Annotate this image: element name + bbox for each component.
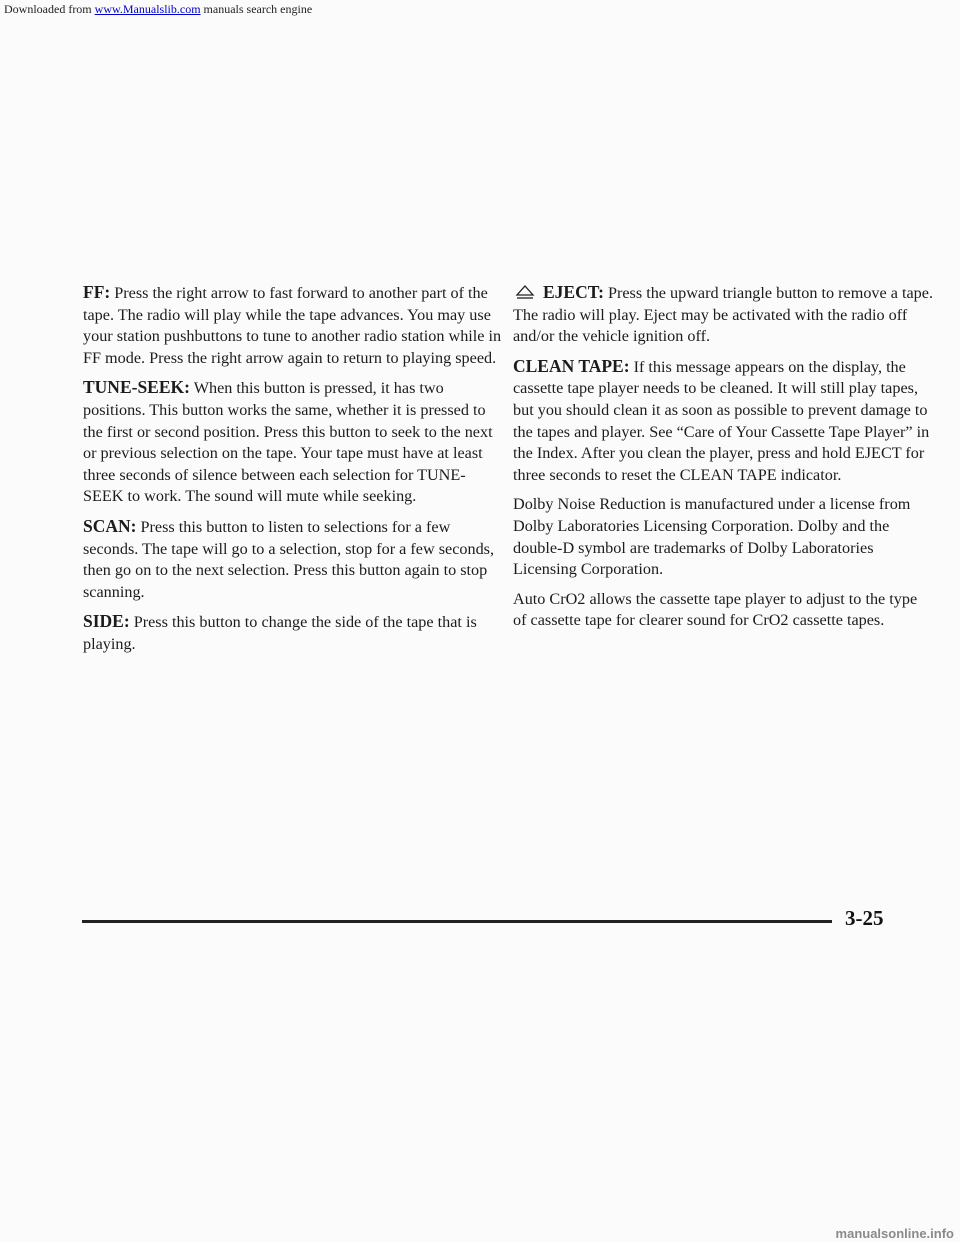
dolby-paragraph: [513, 494, 933, 580]
tune-seek-text: When this button is pressed, it has two positions. This button works the same, whether it is pressed to the first or second position. Press this button to seek to the next or previous selection on the tape. Your tape must have at least three seconds of silence between each selection for TUNE-SEEK to work. The sound will mute while seeking.: [83, 379, 493, 506]
clean-tape-text: If this message appears on the display, the cassette tape player needs to be cleaned. It will still play tapes, but you should clean it as soon as possible to prevent damage to the tapes and player. See “Care of Your Cassette Tape Player” in the Index. After you clean the player, press and hold EJECT for three seconds to reset the CLEAN TAPE indicator.: [513, 357, 930, 484]
download-watermark: [4, 2, 312, 17]
manualsonline-watermark: manualsonline.info: [835, 1226, 954, 1241]
page-number: 3-25: [845, 906, 884, 930]
tune-seek-paragraph: [83, 377, 503, 508]
scan-paragraph: [83, 516, 503, 603]
side-term: SIDE:: [83, 611, 130, 632]
eject-paragraph: [513, 282, 933, 348]
footer-rule: [82, 920, 832, 923]
side-text: Press this button to change the side of the tape that is playing.: [83, 613, 477, 653]
ff-text: Press the right arrow to fast forward to another part of the tape. The radio will play while the tape advances. You may use your station pushbuttons to tune to another radio station while in FF mode. Press the right arrow again to return to playing speed.: [83, 284, 502, 367]
watermark-suffix: manuals search engine: [200, 2, 313, 16]
tune-seek-term: TUNE-SEEK:: [83, 377, 190, 398]
eject-text: Press the upward triangle button to remove a tape. The radio will play. Eject may be activated with the radio off and/or the vehicle ignition off.: [513, 284, 933, 346]
right-column: [513, 282, 933, 640]
auto-cro2-paragraph: [513, 589, 933, 632]
left-column: [83, 282, 503, 664]
dolby-text: Dolby Noise Reduction is manufactured under a license from Dolby Laboratories Licensing Corporation. Dolby and the double-D symbol are trademarks of Dolby Laboratories Licensing Corporation.: [513, 495, 911, 579]
auto-cro2-text: Auto CrO2 allows the cassette tape player to adjust to the type of cassette tape for clearer sound for CrO2 cassette tapes.: [513, 589, 918, 630]
clean-tape-term: CLEAN TAPE:: [513, 355, 630, 376]
eject-triangle-icon: [515, 284, 535, 300]
ff-term: FF:: [83, 282, 111, 302]
side-paragraph: [83, 611, 503, 655]
manualslib-link[interactable]: www.Manualslib.com: [94, 2, 201, 16]
watermark-prefix: Downloaded from: [4, 2, 95, 16]
clean-tape-paragraph: [513, 356, 933, 487]
scan-text: Press this button to listen to selections for a few seconds. The tape will go to a selection, stop for a few seconds, then go on to the next selection. Press this button again to stop scanning.: [83, 517, 495, 601]
ff-paragraph: [83, 282, 503, 369]
scan-term: SCAN:: [83, 515, 137, 536]
eject-term: EJECT:: [543, 282, 604, 302]
